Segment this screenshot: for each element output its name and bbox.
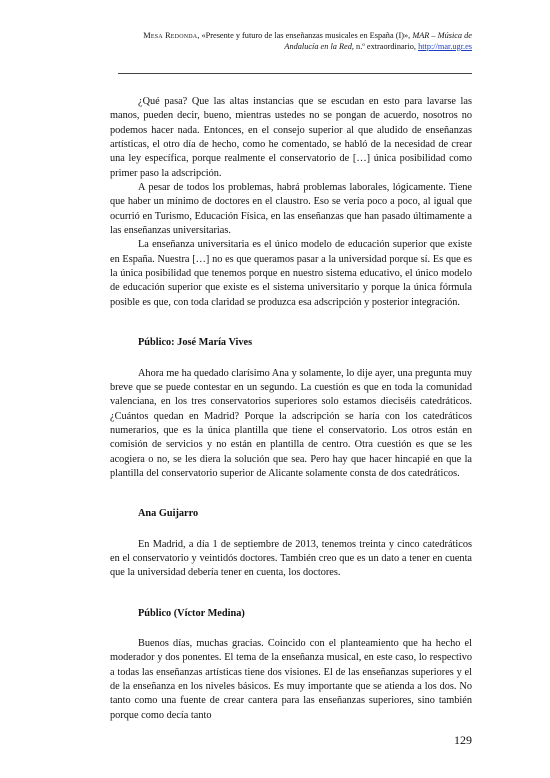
running-header bbox=[108, 30, 472, 52]
header-issue: , n.º extraordinario, bbox=[351, 42, 419, 51]
header-title: , «Presente y futuro de las enseñanzas musicales en España (I)», bbox=[197, 31, 413, 40]
speaker-heading: Ana Guijarro bbox=[138, 508, 199, 520]
speaker-heading: Público: José María Vives bbox=[138, 337, 253, 349]
header-url-link[interactable]: http://mar.ugr.es bbox=[418, 42, 472, 51]
paragraph: ¿Qué pasa? Que las altas instancias que se escudan en esto para lavarse las manos, pueden decir, bueno, mientras ustedes no se pongan de acuerdo, nosotros no podemos hacer nada. Entonces, en el consejo superior al que aludido de enseñanzas artísticas, el otro día de hecho, como he comentado, se habló de la necesidad de crear una ley específica, porque realmente el conservatorio de […] única posibilidad como primer paso la adscripción. bbox=[110, 96, 472, 179]
paragraph: Buenos días, muchas gracias. Coincido con el planteamiento que ha hecho el moderador y dos ponentes. El tema de la enseñanza musical, en este caso, lo respectivo a todas las enseñanzas artísticas tiene dos visiones. El de las enseñanzas superiores y el de la enseñanza en los niveles básicos. Es muy importante que se atienda a los dos. No tanto como una fuente de crear cantera para las enseñanzas superiores, sino también porque como decía tanto bbox=[110, 637, 472, 721]
header-rule bbox=[118, 73, 472, 74]
paragraph: Ahora me ha quedado clarísimo Ana y solamente, lo dije ayer, una pregunta muy breve que se puede contestar en un segundo. La cuestión es que en toda la comunidad valenciana, en los tres conservatorios superiores solo estamos dieciséis catedráticos. ¿Cuántos quedan en Madrid? Porque la adscripción se haría con los catedráticos numerarios, que es la única plantilla que tiene el conservatorio. Los otros están en comisión de servicios y no están en plantilla de centro. Otra cuestión es que se les acogiera o no, se les diera la solución que sea. Pero hay que hacer hincapié en que la plantilla del conservatorio superior de Alicante solamente consta de dos catedráticos. bbox=[110, 367, 472, 479]
paragraph: La enseñanza universitaria es el único modelo de educación superior que existe en España. Nuestra […] no es que queramos pasar a la universidad porque sí. Es que es la única posibilidad que tenemos porque en nuestro sistema educativo, el único modelo de educación superior que existe es el sistema universitario y porque la única fórmula posible es que, con toda claridad se produzca esa adscripción y posterior integración. bbox=[110, 239, 472, 308]
paragraph: En Madrid, a día 1 de septiembre de 2013, tenemos treinta y cinco catedráticos en el conservatorio y veintidós doctores. También creo que es un dato a tener en cuenta que la universidad debería tener en cuenta, los doctores. bbox=[110, 538, 472, 579]
speaker-heading: Público (Víctor Medina) bbox=[138, 607, 245, 619]
header-journal: MAR – Música de Andalucía en la Red bbox=[284, 31, 472, 51]
page-body bbox=[110, 95, 472, 723]
header-author: Mesa Redonda bbox=[143, 31, 198, 40]
paragraph: A pesar de todos los problemas, habrá problemas laborales, lógicamente. Tiene que haber un mínimo de doctores en el claustro. Eso se vería poco a poco, al igual que ocurrió en Turismo, Educación Física, en las enseñanzas que han pasado últimamente a las enseñanzas universitarias. bbox=[110, 182, 472, 237]
page-number: 129 bbox=[454, 733, 472, 747]
